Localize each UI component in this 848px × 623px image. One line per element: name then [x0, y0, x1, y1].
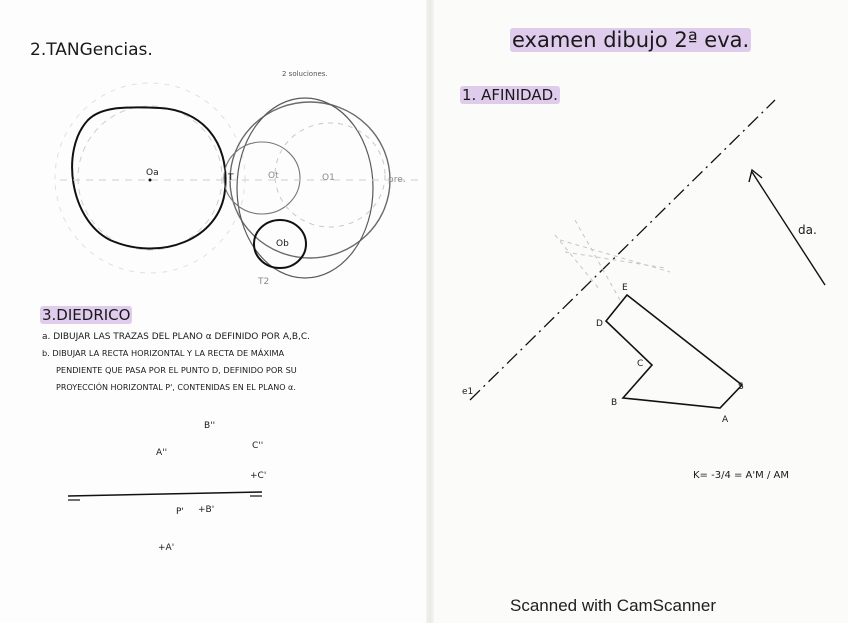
label-t: T — [228, 173, 234, 183]
construction-circle-large — [78, 106, 222, 250]
diedrico-item-b-line3: PROYECCIÓN HORIZONTAL P', CONTENIDAS EN EL PLANO α. — [56, 383, 296, 392]
label-s: S — [738, 382, 744, 392]
exam-header — [510, 28, 751, 52]
label-b: B — [611, 398, 618, 408]
point-c1: +C' — [250, 471, 267, 481]
afinidad-drawing — [462, 100, 825, 481]
diedrico-item-b-line2: PENDIENTE QUE PASA POR EL PUNTO D, DEFINIDO POR SU — [56, 365, 297, 375]
tangencias-drawing — [55, 83, 420, 278]
exam-header-highlight: examen dibujo 2ª eva. — [512, 28, 750, 52]
point-a1: +A' — [158, 543, 175, 553]
tangencias-title: 2.TANGencias. — [30, 40, 153, 60]
point-b2: B'' — [204, 421, 216, 431]
formula-k: K= -3/4 = A'M / AM — [693, 470, 789, 481]
construction-circle-outer — [55, 83, 245, 273]
diedrico-title-highlight: 3.DIEDRICO — [42, 306, 131, 324]
point-a2: A'' — [156, 448, 168, 458]
afinidad-title-highlight: 1. AFINIDAD. — [462, 86, 558, 104]
label-e: E — [622, 283, 628, 293]
afinidad-title — [460, 86, 560, 104]
affinity-direction-arrow — [749, 170, 762, 182]
point-b1: +B' — [198, 505, 215, 515]
construction-lines — [555, 220, 670, 300]
label-oa: Oa — [146, 168, 159, 178]
diedrico-drawing — [68, 421, 266, 553]
label-ot: Ot — [268, 171, 279, 181]
diedrico-item-b-line1: b. DIBUJAR LA RECTA HORIZONTAL Y LA RECTA DE MÁXIMA — [42, 348, 285, 358]
diedrico-item-a: a. DIBUJAR LAS TRAZAS DEL PLANO α DEFINIDO POR A,B,C. — [42, 332, 311, 342]
label-d: D — [596, 319, 603, 329]
diedrico-title — [40, 306, 132, 324]
label-o1: O1 — [322, 173, 335, 183]
center-oa — [149, 179, 152, 182]
camscanner-watermark: Scanned with CamScanner — [510, 596, 717, 615]
label-a: A — [722, 415, 729, 425]
point-c2: C'' — [252, 441, 264, 451]
label-pre: pre. — [388, 175, 406, 185]
affinity-axis — [470, 100, 775, 400]
label-ob: Ob — [276, 239, 289, 249]
tangencias-note: 2 soluciones. — [282, 70, 328, 78]
tangent-circle-3 — [224, 142, 300, 214]
label-e1: e1 — [462, 387, 474, 397]
label-c: C — [637, 359, 644, 369]
label-da: da. — [798, 223, 817, 237]
point-p1: P' — [176, 507, 184, 517]
label-t2: T2 — [258, 277, 270, 287]
ground-line — [68, 492, 262, 496]
figure-polygon — [606, 295, 742, 408]
